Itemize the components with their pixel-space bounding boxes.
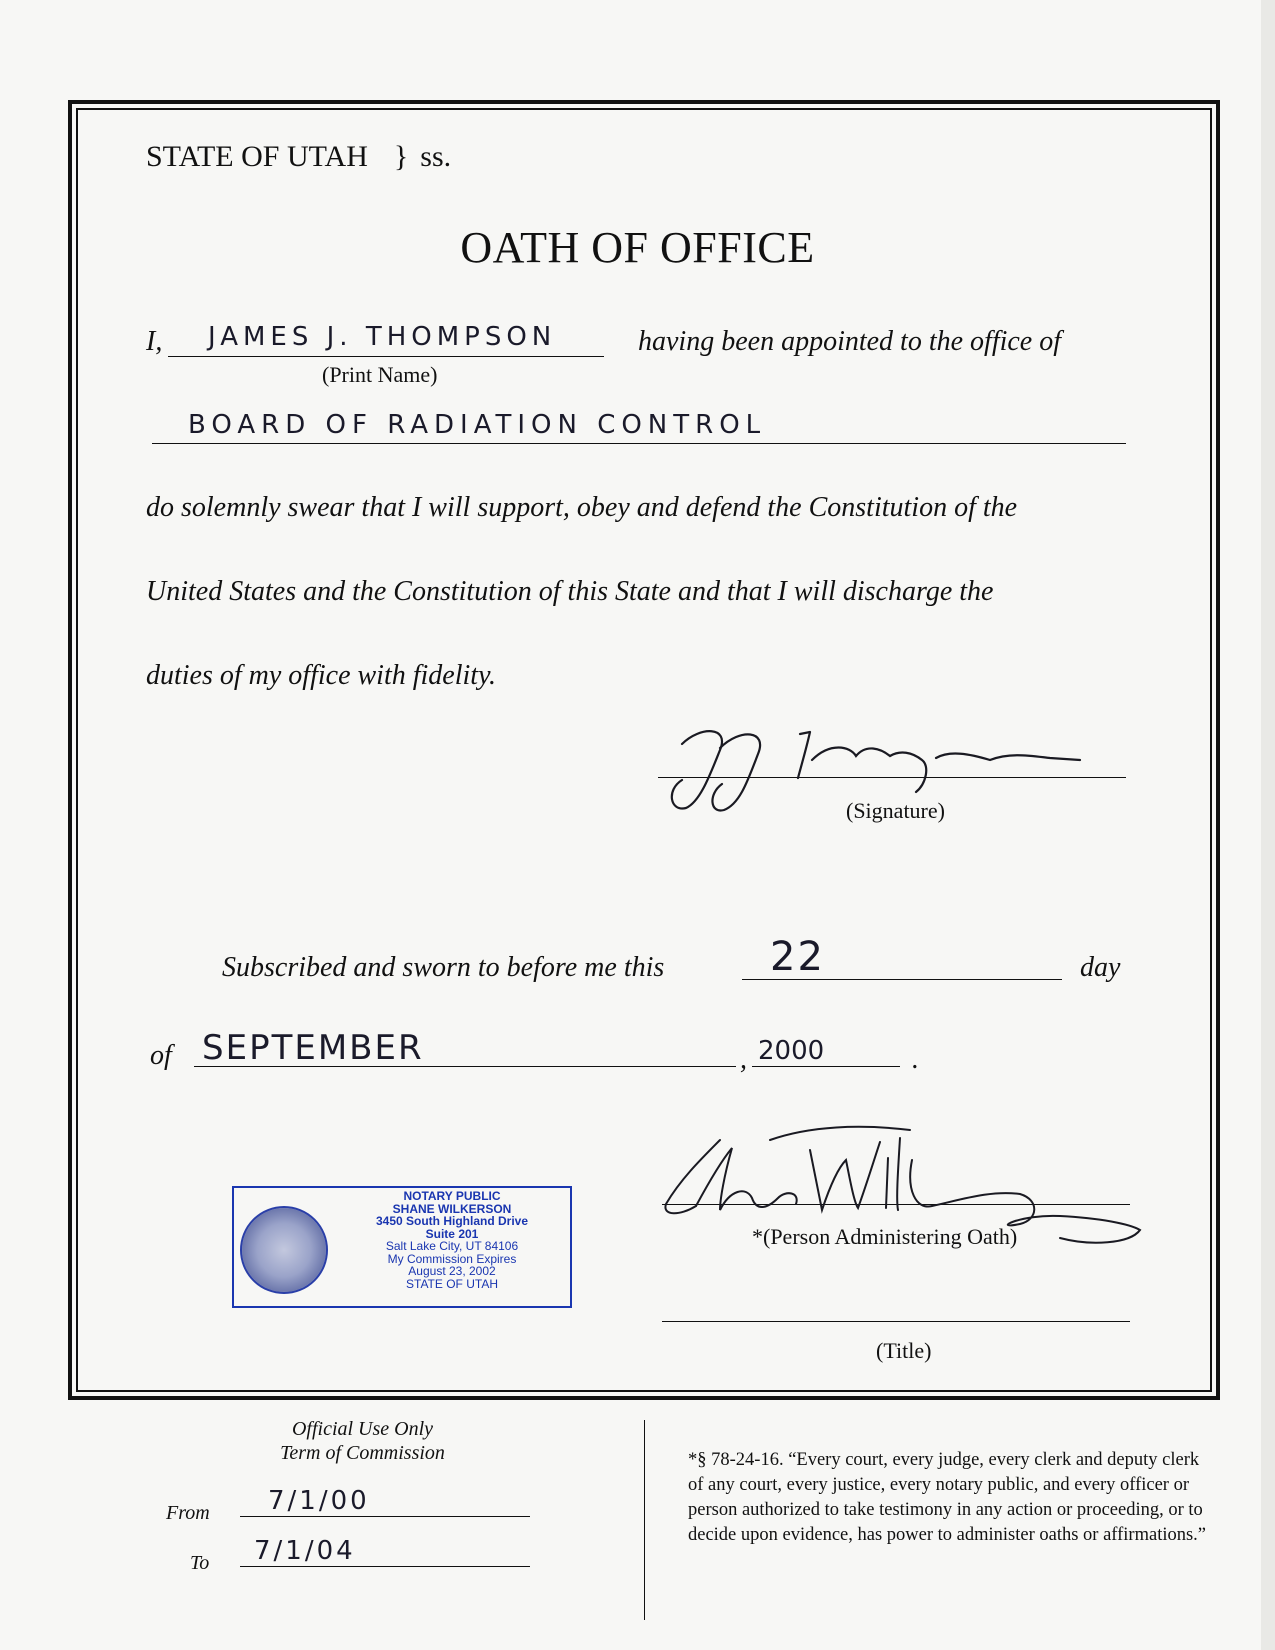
i-label: I,: [146, 326, 163, 357]
of-label: of: [150, 1040, 172, 1071]
notary-stamp: [232, 1186, 572, 1308]
stamp-line: Salt Lake City, UT 84106: [385, 1239, 519, 1253]
administrator-caption: *(Person Administering Oath): [752, 1224, 1018, 1249]
appointed-text: having been appointed to the office of: [638, 326, 1062, 357]
brace: }: [393, 140, 409, 173]
stamp-line: 3450 South Highland Drive: [375, 1214, 529, 1228]
period: .: [912, 1044, 919, 1075]
from-line: [240, 1516, 530, 1517]
stamp-line: Suite 201: [425, 1226, 479, 1241]
ss-label: ss.: [420, 140, 452, 173]
stamp-line: My Commission Expires: [387, 1251, 517, 1266]
title-line: [662, 1321, 1130, 1322]
footer-divider: [644, 1420, 645, 1620]
title-caption: (Title): [876, 1338, 932, 1363]
office-value[interactable]: BOARD OF RADIATION CONTROL: [188, 410, 767, 440]
day-label: day: [1080, 952, 1121, 983]
stamp-line: NOTARY PUBLIC: [403, 1189, 501, 1203]
stamp-line: August 23, 2002: [408, 1264, 496, 1278]
print-name-caption: (Print Name): [322, 362, 438, 387]
print-name-value[interactable]: JAMES J. THOMPSON: [208, 322, 557, 352]
from-value[interactable]: 7/1/00: [268, 1486, 370, 1516]
stamp-line: SHANE WILKERSON: [392, 1201, 512, 1216]
sworn-prefix: Subscribed and sworn to before me this: [222, 952, 665, 983]
year-value[interactable]: 2000: [758, 1036, 825, 1066]
print-name-line: [168, 356, 604, 357]
to-value[interactable]: 7/1/04: [254, 1536, 356, 1566]
page-title: OATH OF OFFICE: [460, 223, 815, 272]
to-line: [240, 1566, 530, 1567]
statute-note: *§ 78-24-16. “Every court, every judge, every clerk and deputy clerk of any court, every justice, every notary public, and every officer or person authorized to take testimony in any action or proceeding, or to decide upon evidence, has power to administer oaths or affirmations.”: [688, 1450, 1207, 1545]
comma: ,: [740, 1044, 747, 1075]
month-value[interactable]: SEPTEMBER: [202, 1028, 424, 1068]
notary-seal-icon: [240, 1206, 328, 1294]
notary-stamp-text: [334, 1190, 570, 1290]
signature-caption: (Signature): [846, 798, 945, 823]
oath-line-1: do solemnly swear that I will support, obey and defend the Constitution of the: [146, 492, 1018, 523]
state-line: [146, 140, 451, 174]
stamp-line: STATE OF UTAH: [406, 1276, 498, 1291]
state-name: STATE OF UTAH: [146, 140, 368, 173]
day-value[interactable]: 22: [770, 934, 825, 980]
official-use-heading: Official Use Only: [291, 1418, 434, 1440]
oath-line-2: United States and the Constitution of this State and that I will discharge the: [146, 576, 994, 607]
to-label: To: [190, 1552, 210, 1574]
office-line: [152, 443, 1126, 444]
year-line: [752, 1066, 900, 1067]
oath-line-3: duties of my office with fidelity.: [146, 660, 496, 691]
term-of-commission-heading: Term of Commission: [280, 1442, 445, 1464]
from-label: From: [166, 1502, 210, 1524]
